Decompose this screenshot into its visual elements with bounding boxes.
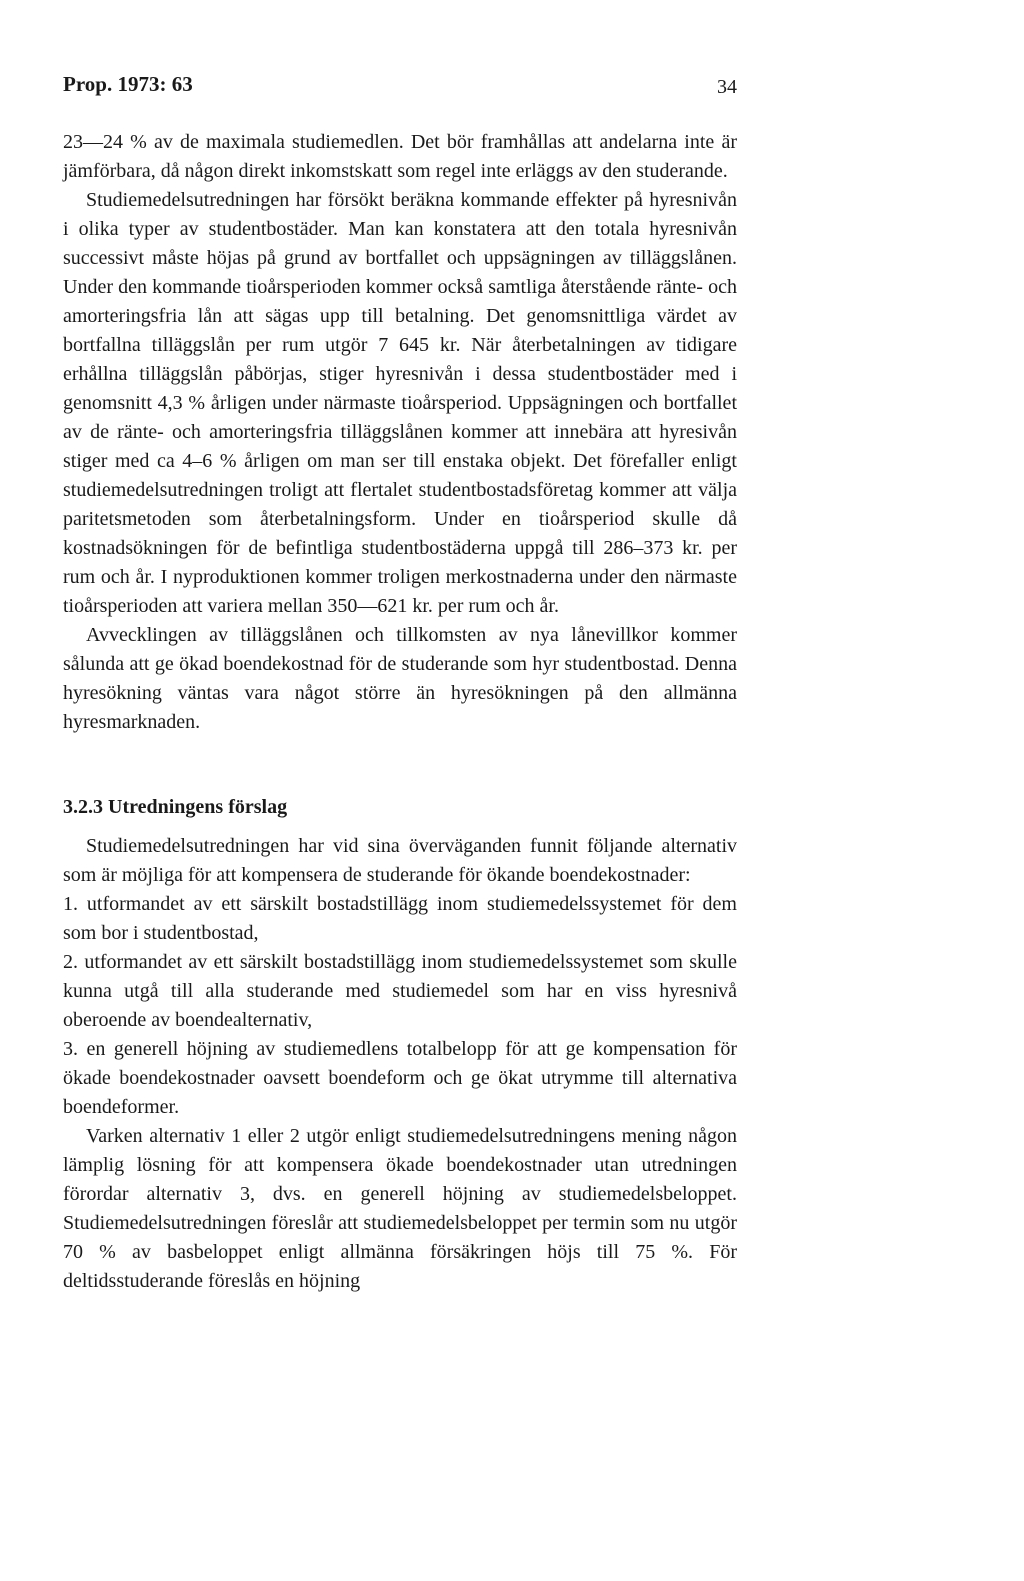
document-reference: Prop. 1973: 63 [63, 72, 193, 96]
page-number: 34 [717, 76, 737, 98]
page-header [63, 68, 737, 102]
paragraph-continuation: 23—24 % av de maximala studiemedlen. Det bör framhållas att andelarna inte är jämförbara, då någon direkt inkomstskatt som regel inte erläggs av den studerande. [63, 131, 737, 182]
list-item: 2. utformandet av ett särskilt bostadstillägg inom studiemedelssystemet som skulle kunna utgå till alla studerande med studiemedel som har en viss hyresnivå oberoende av boendealternativ, [63, 951, 737, 1031]
alternatives-list [63, 890, 737, 1122]
document-body [63, 128, 737, 1296]
paragraph-rent-effects: Studiemedelsutredningen har försökt beräkna kommande effekter på hyresnivån i olika typer av studentbostäder. Man kan konstatera att den totala hyresnivån successivt måste höjas på grund av bortfallet och uppsägningen av tilläggslånen. Under den kommande tioårsperioden kommer också samtliga återstående ränte- och amorteringsfria lån att sägas upp till betalning. Det genomsnittliga värdet av bortfallna tilläggslån per rum utgör 7 645 kr. När återbetalningen av tidigare erhållna tilläggslån påbörjas, stiger hyresnivån i dessa studentbostäder med i genomsnitt 4,3 % årligen under närmaste tioårsperiod. Uppsägningen och bortfallet av de ränte- och amorteringsfria tilläggslånen kommer att innebära att hyresivån stiger med ca 4–6 % årligen om man ser till enstaka objekt. Det förefaller enligt studiemedelsutredningen troligt att flertalet studentbostadsföretag kommer att välja paritetsmetoden som återbetalningsform. Under en tioårsperiod skulle då kostnadsökningen för de befintliga studentbostäderna uppgå till 286–373 kr. per rum och år. I nyproduktionen kommer troligen merkostnaderna under den närmaste tioårsperioden att variera mellan 350—621 kr. per rum och år. [63, 189, 737, 617]
list-item: 3. en generell höjning av studiemedlens totalbelopp för att ge kompensation för ökade boendekostnader oavsett boendeform och ge ökat utrymme till alternativa boendeformer. [63, 1038, 737, 1118]
section-heading: 3.2.3 Utredningens förslag [63, 796, 288, 818]
section-closing: Varken alternativ 1 eller 2 utgör enligt studiemedelsutredningens mening någon lämplig lösning för att kompensera ökade boendekostnader utan utredningen förordar alternativ 3, dvs. en generell höjning av studiemedelsbeloppet. Studiemedelsutredningen föreslår att studiemedelsbeloppet per termin som nu utgör 70 % av basbeloppet enligt allmänna försäkringen höjs till 75 %. För deltidsstuderande föreslås en höjning [63, 1125, 737, 1292]
paragraph-phaseout: Avvecklingen av tilläggslånen och tillkomsten av nya lånevillkor kommer sålunda att ge ökad boendekostnad för de studerande som hyr studentbostad. Denna hyresökning väntas vara något större än hyresökningen på den allmänna hyresmarknaden. [63, 624, 737, 733]
list-item: 1. utformandet av ett särskilt bostadstillägg inom studiemedelssystemet för dem som bor i studentbostad, [63, 893, 737, 944]
document-page [63, 68, 737, 1296]
section-intro: Studiemedelsutredningen har vid sina överväganden funnit följande alternativ som är möjliga för att kompensera de studerande för ökande boendekostnader: [63, 835, 737, 886]
